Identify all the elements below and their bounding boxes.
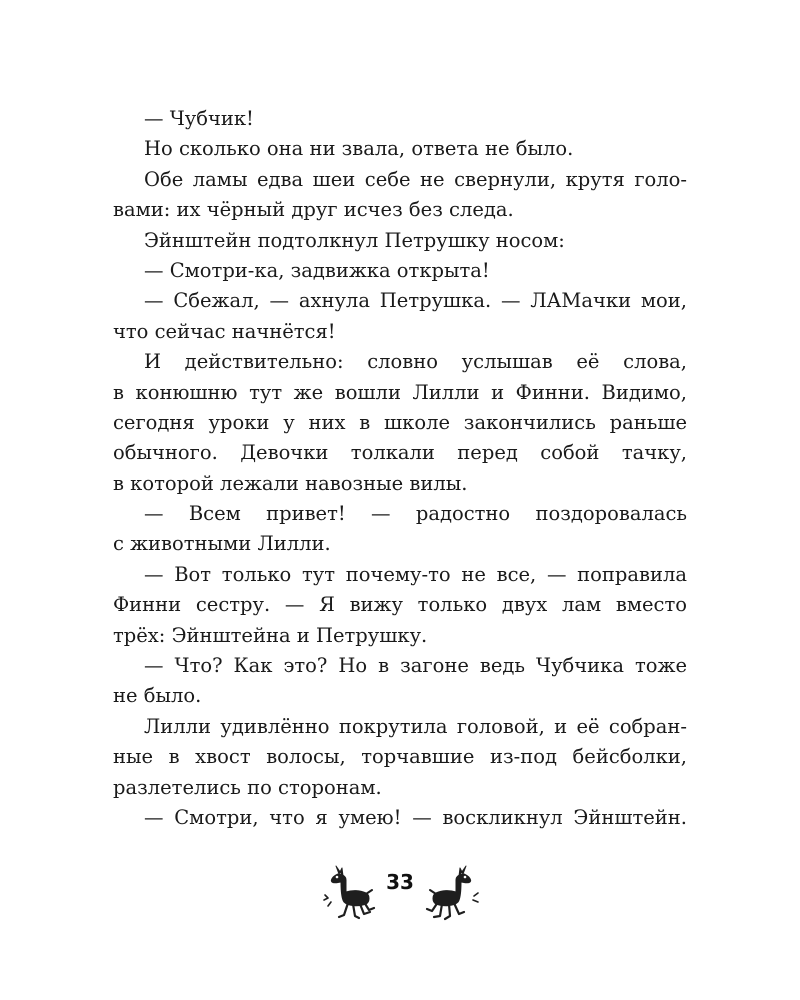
text-line: не было. — [113, 684, 202, 708]
text-line: разлетелись по сторонам. — [113, 775, 382, 799]
text-line: в которой лежали навозные вилы. — [113, 471, 468, 495]
text-line: — Смотри-ка, задвижка открыта! — [144, 258, 490, 282]
text-line: Эйнштейн подтолкнул Петрушку носом: — [144, 228, 565, 252]
text-line: — Сбежал, — ахнула Петрушка. — ЛАМачки мои, — [144, 289, 687, 313]
text-line: И действительно: словно услышав её слова, — [144, 350, 687, 374]
text-line: обычного. Девочки толкали перед собой тачку, — [113, 441, 687, 465]
text-line: сегодня уроки у них в школе закончились раньше — [113, 410, 687, 434]
text-line: — Смотри, что я умею! — воскликнул Эйнштейн. — [144, 805, 687, 829]
page-footer — [0, 856, 800, 926]
text-line: — Что? Как это? Но в загоне ведь Чубчика тоже — [144, 654, 687, 678]
text-line: Финни сестру. — Я вижу только двух лам вместо — [113, 593, 687, 617]
text-line: Лилли удивлённо покрутила головой, и её собран- — [144, 714, 687, 738]
text-line: в конюшню тут же вошли Лилли и Финни. Видимо, — [113, 380, 687, 404]
text-line: вами: их чёрный друг исчез без следа. — [113, 198, 514, 222]
text-line: с животными Лилли. — [113, 532, 331, 556]
text-line: Обе ламы едва шеи себе не свернули, крутя голо- — [144, 167, 687, 191]
text-line: трёх: Эйнштейна и Петрушку. — [113, 623, 428, 647]
text-line: — Вот только тут почему-то не все, — поправила — [144, 562, 687, 586]
text-line: — Чубчик! — [144, 107, 254, 130]
text-line: что сейчас начнётся! — [113, 319, 336, 343]
text-line: Но сколько она ни звала, ответа не было. — [144, 137, 574, 161]
page-number: 33 — [386, 870, 414, 894]
book-page-text — [113, 104, 687, 833]
text-line: ные в хвост волосы, торчавшие из-под бейсболки, — [113, 745, 687, 769]
llama-icon — [420, 862, 480, 922]
text-line: — Всем привет! — радостно поздоровалась — [144, 502, 687, 526]
